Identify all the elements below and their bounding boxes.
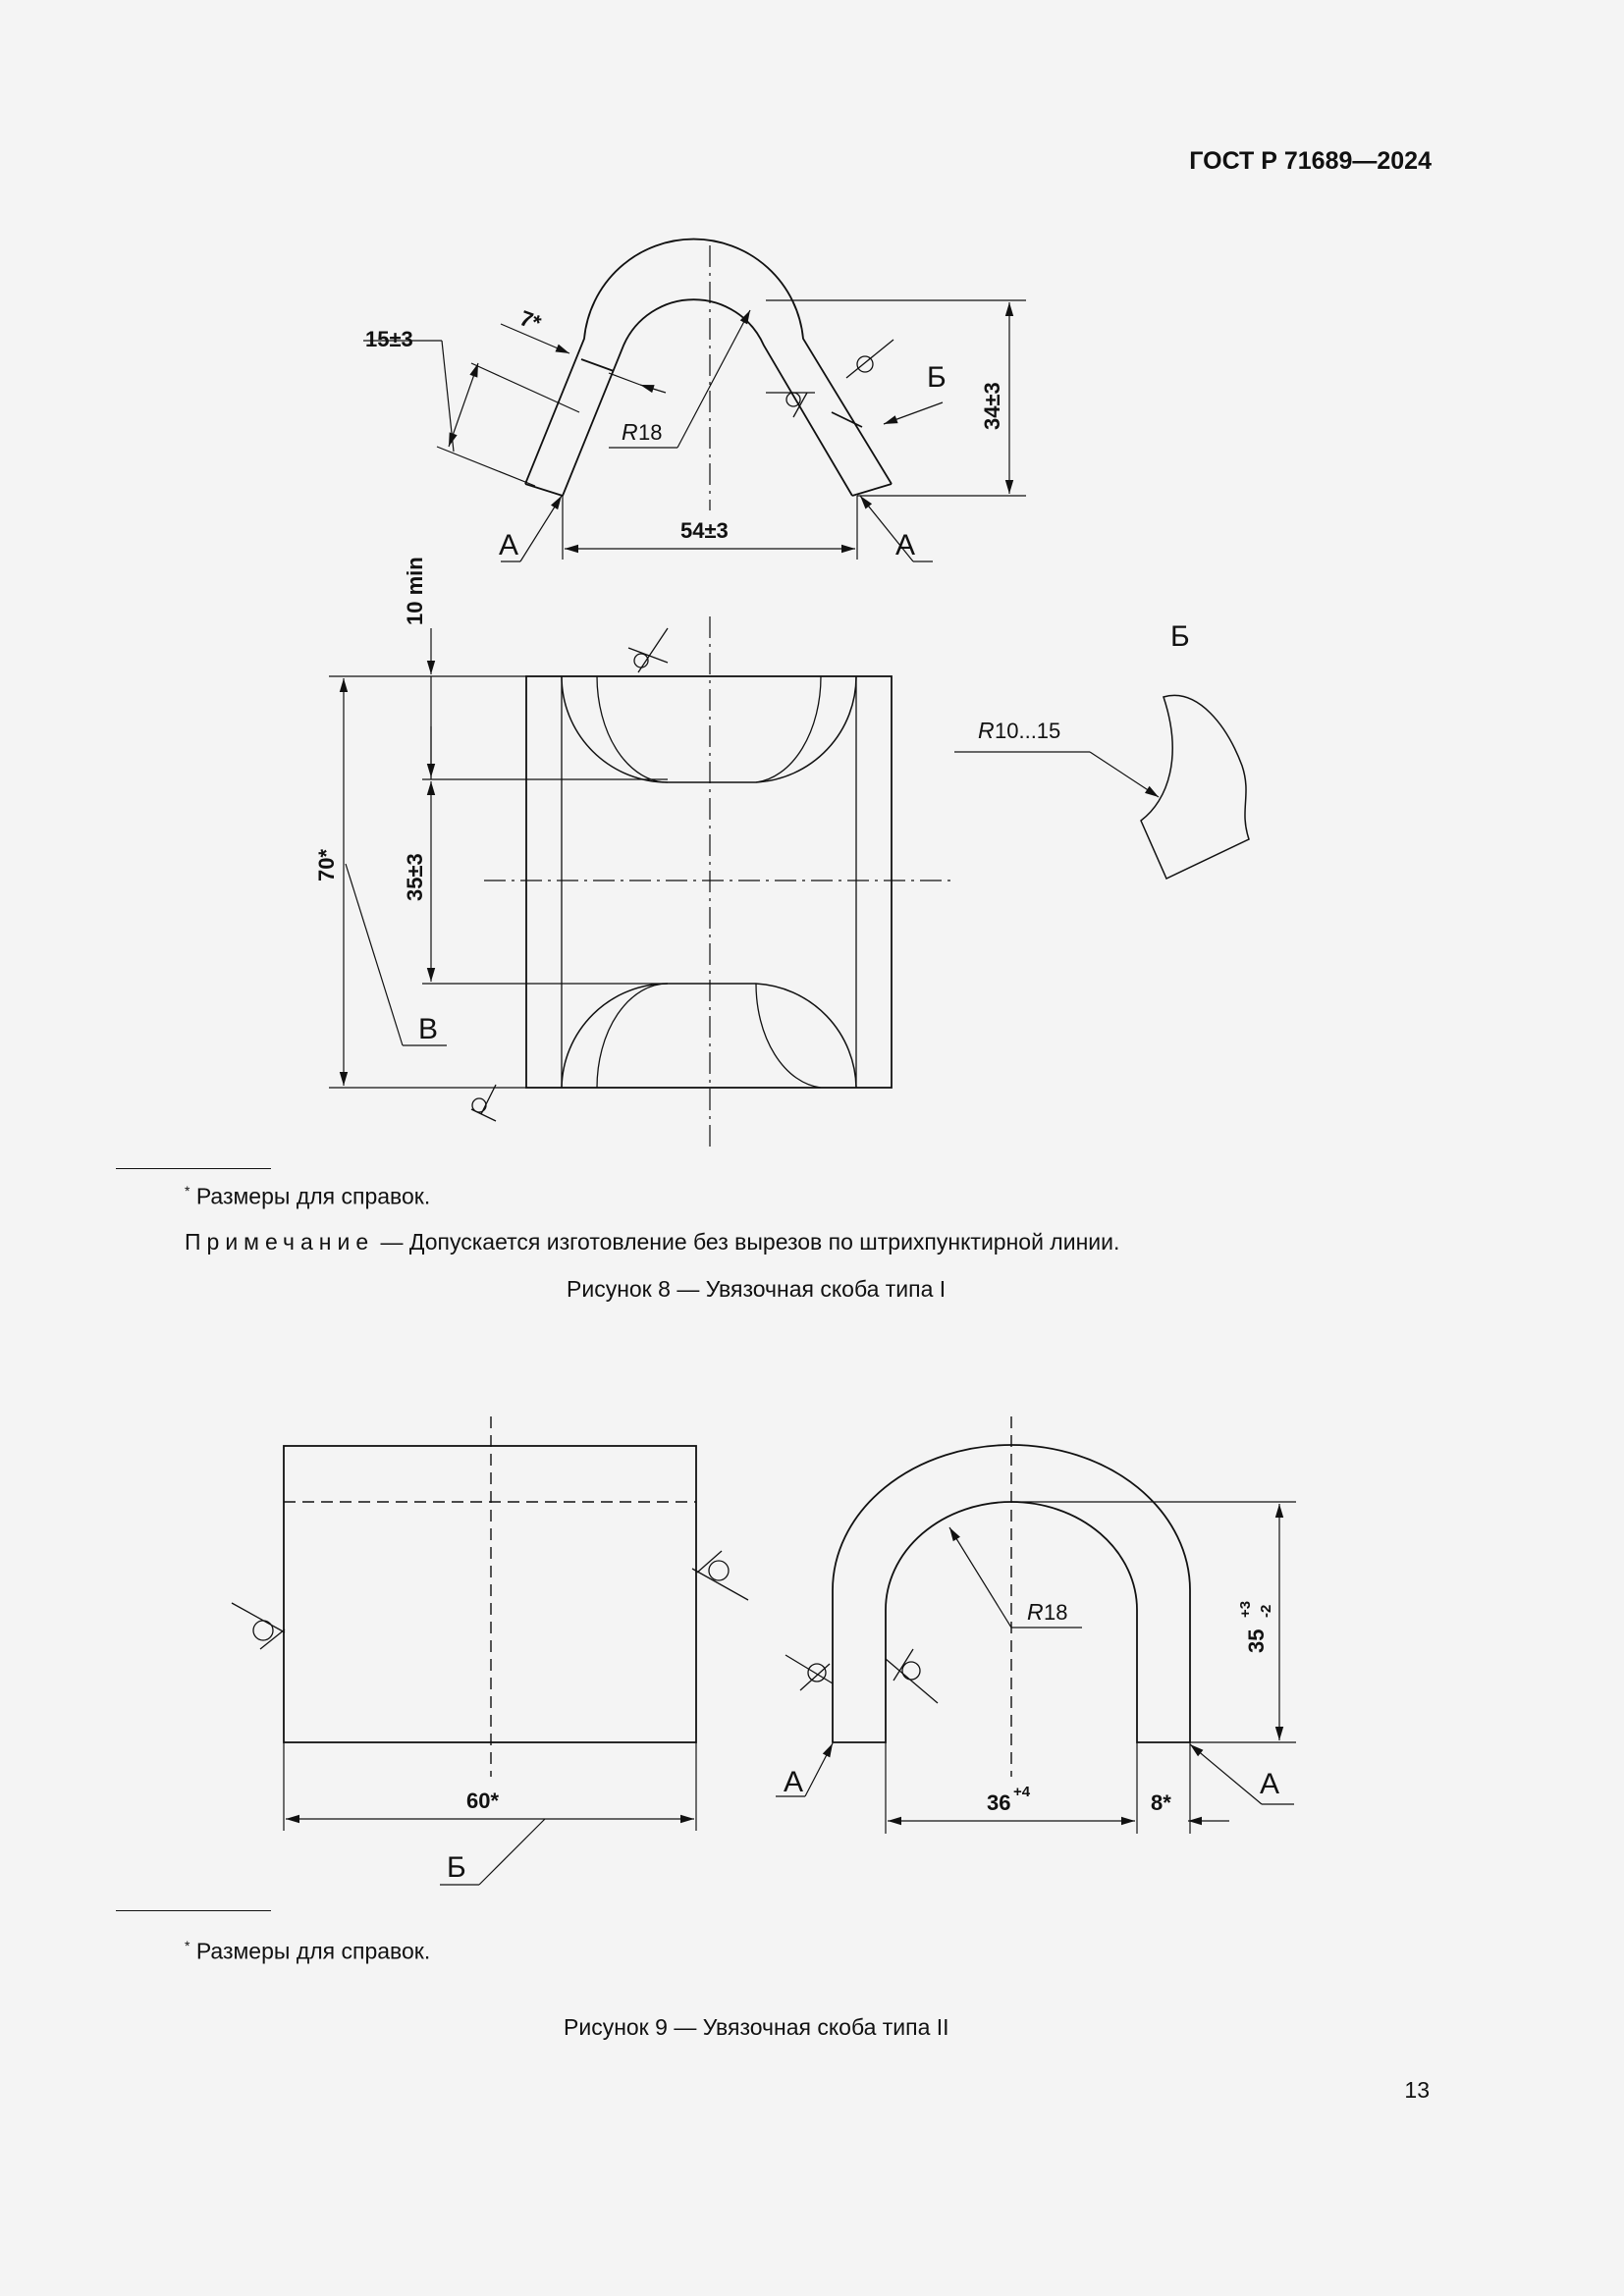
r18-prefix-fig9: R <box>1027 1599 1044 1625</box>
dim-35-base: 35 <box>1244 1629 1269 1653</box>
dim-7-label: 7* <box>516 305 545 336</box>
weld-symbols-top <box>766 340 893 417</box>
page-number: 13 <box>1404 2077 1430 2103</box>
footnote-text: Размеры для справок. <box>195 1183 431 1209</box>
caption-fig8: Рисунок 8 — Увязочная скоба типа I <box>567 1276 947 1302</box>
dim-7 <box>501 324 666 393</box>
dim-36-upper: +4 <box>1013 1784 1031 1800</box>
label-a-right: А <box>895 529 916 561</box>
bracket-plan <box>526 676 892 1088</box>
dim-54-label: 54±3 <box>680 518 729 543</box>
dim-35-label: 35±3 <box>403 853 427 901</box>
r1015-value: 10...15 <box>995 719 1061 743</box>
dim-8-label: 8* <box>1151 1790 1171 1815</box>
label-b-detail: Б <box>1170 620 1190 653</box>
r18-value: 18 <box>638 420 663 445</box>
figure-8-drawing <box>329 240 1249 1148</box>
dim-10-label: 10 min <box>403 557 427 625</box>
dim-15 <box>363 341 579 486</box>
weld-symbols-mid <box>471 628 668 1121</box>
footnote-star-fig9: * <box>185 1938 190 1953</box>
footnote-rule-fig9 <box>116 1910 271 1911</box>
label-b-top: Б <box>927 361 947 394</box>
note-fig8 <box>185 1229 1119 1255</box>
dim-60-label: 60* <box>466 1789 500 1813</box>
dim-34-label: 34±3 <box>980 382 1004 430</box>
label-v: В <box>418 1013 439 1045</box>
footnote-star: * <box>185 1183 190 1199</box>
r18-value-fig9: 18 <box>1044 1600 1068 1625</box>
dims-side <box>329 628 668 1088</box>
dim-70-label: 70* <box>314 848 339 881</box>
dim-35-upper: +3 <box>1237 1600 1254 1618</box>
figure-9-drawing <box>232 1416 1296 1885</box>
document-code: ГОСТ Р 71689—2024 <box>1189 147 1432 175</box>
label-b-fig9: Б <box>447 1851 466 1884</box>
label-a-left: А <box>499 529 519 561</box>
footnote-fig8 <box>185 1183 430 1210</box>
footnote-rule <box>116 1168 271 1169</box>
dim-35-lower: -2 <box>1258 1604 1274 1618</box>
r18-prefix: R <box>622 419 638 445</box>
label-a-fig9-right: А <box>1260 1768 1280 1800</box>
footnote-text-fig9: Размеры для справок. <box>195 1938 431 1964</box>
footnote-fig9 <box>185 1938 430 1965</box>
r1015-prefix: R <box>978 718 995 743</box>
label-a-fig9-left: А <box>784 1766 804 1798</box>
bracket-profile <box>525 240 892 496</box>
dim-15-label: 15±3 <box>365 327 413 351</box>
note-text: — Допускается изготовление без вырезов по штрихпунктирной линии. <box>374 1229 1120 1255</box>
figure-9-texts <box>447 1599 1279 1884</box>
caption-fig9: Рисунок 9 — Увязочная скоба типа II <box>564 2014 949 2040</box>
dim-36-base: 36 <box>987 1790 1011 1815</box>
note-label: Примечание <box>185 1229 375 1255</box>
